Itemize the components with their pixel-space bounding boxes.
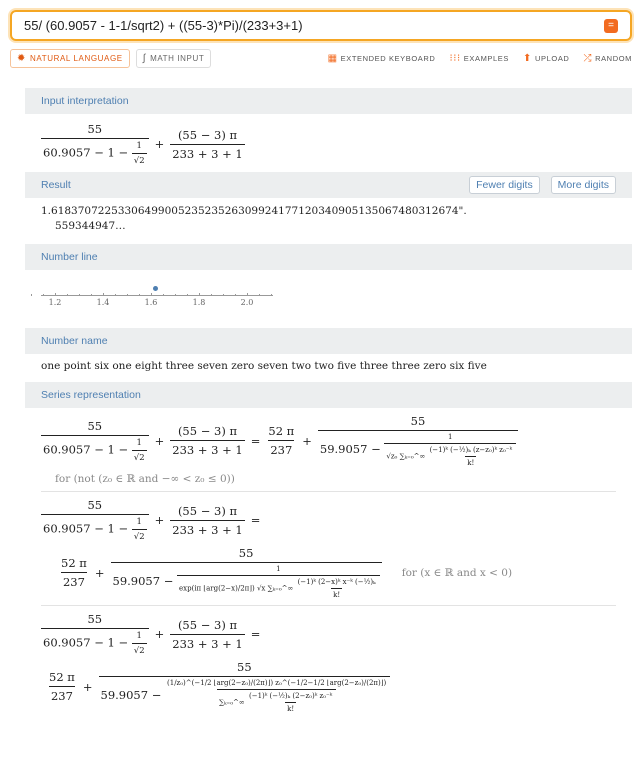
series-2: 55 60.9057 − 1 − $\frac{1}{√2}$ + $\frac{(55 - 3) \pi}{233 + 3 + 1}$ = — [43, 498, 261, 542]
number-line-pod — [25, 270, 632, 328]
query-input[interactable] — [10, 10, 632, 41]
series-2-rhs: $\frac{52 \pi}{237}$ + 55 59.9057 − 1 exp(iπ ⌊arg(2−x)/2π⌋) √x ∑ₖ₌₀^∞ $\frac{\text{(−1)ᵏ (2−x)ᵏ x⁻ᵏ (−½)ₖ}}{k!}$ for (x ∈ ℝ and x < 0) — [61, 546, 513, 599]
number-line-minor-tick — [31, 294, 32, 296]
number-line-minor-tick — [91, 294, 92, 296]
number-line-point — [153, 286, 158, 291]
number-line-minor-tick — [115, 294, 116, 296]
gear-icon: ✹ — [17, 52, 26, 64]
number-line-minor-tick — [163, 294, 164, 296]
series-representation-header: Series representation — [25, 382, 632, 408]
number-line-minor-tick — [235, 294, 236, 296]
number-line-minor-tick — [43, 294, 44, 296]
number-name-text: one point six one eight three seven zero seven two two five three three zero six five — [41, 360, 487, 372]
upload-link[interactable]: ⬆ UPLOAD — [523, 52, 570, 64]
submit-icon[interactable]: = — [604, 19, 618, 33]
random-link[interactable]: ⤮ RANDOM — [583, 52, 632, 64]
number-line-minor-tick — [259, 294, 260, 296]
number-line-tick-label: 1.4 — [96, 298, 110, 307]
keyboard-icon: ▦ — [327, 52, 338, 64]
top-bar — [0, 0, 642, 68]
series-3: 55 60.9057 − 1 − $\frac{1}{√2}$ + $\frac{(55 - 3) \pi}{233 + 3 + 1}$ = — [43, 612, 261, 656]
number-line-minor-tick — [223, 294, 224, 296]
number-line-tick-label: 1.8 — [192, 298, 206, 307]
number-line-header: Number line — [25, 244, 632, 270]
integral-icon: ∫ — [142, 52, 147, 64]
result-header: Result Fewer digits More digits — [25, 172, 632, 198]
frac-b: $\frac{(55 - 3) \pi}{233 + 3 + 1}$ — [172, 127, 243, 161]
series-1-condition: for (not (z₀ ∈ ℝ and −∞ < z₀ ≤ 0)) — [55, 473, 235, 485]
number-line-minor-tick — [187, 294, 188, 296]
number-line-minor-tick — [211, 294, 212, 296]
query-text[interactable]: 55/ (60.9057 - 1-1/sqrt2) + ((55-3)*Pi)/(233+3+1) — [24, 18, 303, 33]
frac-a: 55 60.9057 − 1 − $\frac{1}{√2}$ — [41, 122, 149, 166]
examples-link[interactable]: ⁝⁝⁝ EXAMPLES — [449, 52, 510, 64]
number-line-tick-label: 2.0 — [240, 298, 254, 307]
result-value: 1.6183707225330649900523523526309924177120340905135067480312674". 559344947… — [41, 205, 467, 232]
input-interpretation-pod: 55 60.9057 − 1 − $\frac{1}{√2}$ + $\frac{(55 - 3) \pi}{233 + 3 + 1}$ — [25, 114, 632, 172]
toolbar — [10, 48, 632, 68]
shuffle-icon: ⤮ — [583, 52, 593, 64]
divider — [41, 605, 616, 606]
extended-keyboard-link[interactable]: ▦ EXTENDED KEYBOARD — [327, 52, 436, 64]
number-name-pod — [25, 354, 632, 382]
series-3-rhs: $\frac{52 \pi}{237}$ + 55 59.9057 − (1/z₀)^(−1/2 ⌊arg(2−z₀)/(2π)⌋) z₀^(−1/2−1/2 ⌊arg(2−z₀)/(2π)⌋) ∑ₖ₌₀^∞ $\frac{\text{(−1)ᵏ (−½)ₖ (2−z₀)ᵏ z₀⁻ᵏ}}{k!}$ — [47, 660, 616, 713]
divider — [41, 491, 616, 492]
number-line-minor-tick — [175, 294, 176, 296]
number-name-header: Number name — [25, 328, 632, 354]
math-input-button[interactable]: ∫ MATH INPUT — [136, 49, 212, 68]
number-line-minor-tick — [127, 294, 128, 296]
grid-icon: ⁝⁝⁝ — [449, 52, 461, 64]
number-line-minor-tick — [199, 294, 200, 296]
series-pod — [25, 408, 632, 757]
upload-icon: ⬆ — [523, 52, 532, 64]
input-interpretation-header: Input interpretation — [25, 88, 632, 114]
series-2-condition: for (x ∈ ℝ and x < 0) — [401, 566, 513, 579]
number-line-minor-tick — [79, 294, 80, 296]
number-line-minor-tick — [271, 294, 272, 296]
number-line — [41, 276, 616, 326]
number-line-minor-tick — [67, 294, 68, 296]
fewer-digits-button[interactable]: Fewer digits — [469, 176, 540, 194]
result-pod — [25, 198, 632, 244]
number-line-tick-label: 1.6 — [144, 298, 158, 307]
number-line-minor-tick — [151, 294, 152, 296]
number-line-minor-tick — [103, 294, 104, 296]
results-panel — [25, 88, 632, 757]
number-line-minor-tick — [139, 294, 140, 296]
number-line-minor-tick — [55, 294, 56, 296]
series-1: 55 60.9057 − 1 − $\frac{1}{√2}$ + $\frac{(55 - 3) \pi}{233 + 3 + 1}$ = $\frac{52 \pi}{237}$ + 55 59.9057 − 1 √z₀ ∑ₖ₌₀^∞ $\frac{\text{(−1)ᵏ (−½)ₖ (z−z₀)ᵏ z₀⁻ᵏ}}{k!}$ — [41, 414, 616, 467]
more-digits-button[interactable]: More digits — [551, 176, 616, 194]
natural-language-button[interactable]: ✹ NATURAL LANGUAGE — [10, 49, 130, 68]
number-line-tick-label: 1.2 — [48, 298, 62, 307]
number-line-minor-tick — [247, 294, 248, 296]
number-line-axis — [41, 295, 273, 296]
